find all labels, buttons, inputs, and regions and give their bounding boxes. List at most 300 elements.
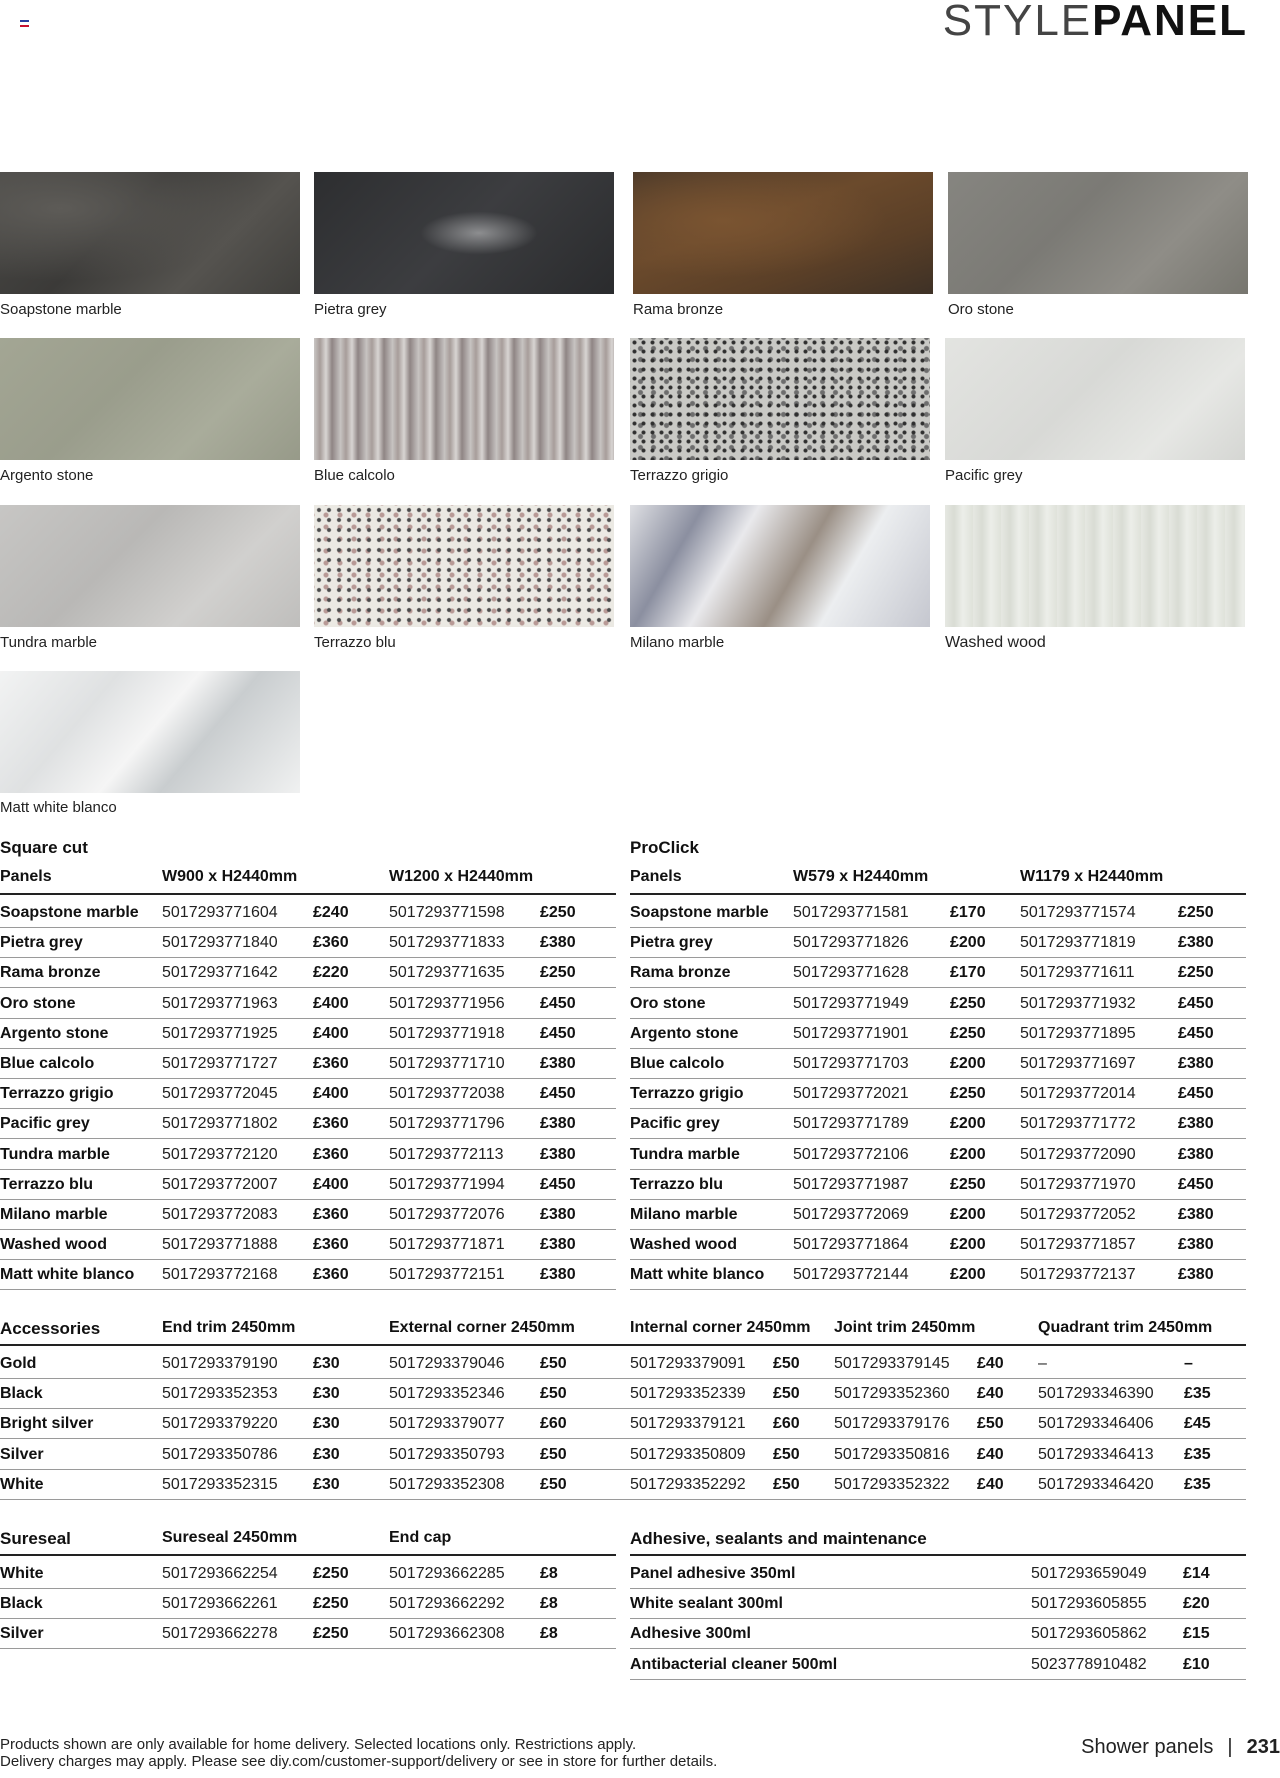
panel-name: Tundra marble — [0, 1145, 110, 1163]
price: £8 — [540, 1625, 558, 1643]
swatch-soapstone-marble — [0, 172, 300, 294]
square-cut-col-a: W900 x H2440mm — [162, 868, 298, 885]
table-row — [0, 1260, 616, 1290]
table-row — [630, 1140, 1246, 1170]
swatch-label: Washed wood — [945, 634, 1046, 651]
price: £50 — [540, 1445, 567, 1463]
swatch-label: Pietra grey — [314, 301, 387, 318]
price: £380 — [540, 1206, 576, 1223]
row-divider — [630, 1289, 1246, 1290]
swatch-tundra-marble — [0, 505, 300, 627]
price: £35 — [1184, 1475, 1211, 1493]
price: £220 — [313, 964, 349, 982]
table-row — [0, 1589, 616, 1619]
product-code: 5017293662278 — [162, 1625, 278, 1643]
swatch-washed-wood — [945, 505, 1245, 627]
panel-name: Milano marble — [630, 1206, 738, 1223]
table-row — [0, 1109, 616, 1139]
product-code: 5017293379145 — [834, 1355, 950, 1372]
product-code: 5017293771833 — [389, 934, 505, 952]
table-row — [630, 1109, 1246, 1139]
panel-name: Matt white blanco — [630, 1266, 765, 1284]
price: £380 — [540, 1236, 576, 1254]
price: £450 — [540, 1024, 576, 1042]
product-code: 5017293346390 — [1038, 1385, 1154, 1403]
product-code: 5017293771789 — [793, 1115, 909, 1133]
price: £50 — [540, 1475, 567, 1493]
panel-name: Pacific grey — [630, 1115, 720, 1133]
brand-light: STYLE — [942, 0, 1093, 45]
product-code: 5017293352315 — [162, 1475, 278, 1493]
product-code: 5017293771642 — [162, 964, 278, 982]
price: £30 — [313, 1415, 340, 1433]
adhesive-title: Adhesive, sealants and maintenance — [630, 1529, 927, 1548]
table-row — [630, 928, 1246, 958]
price: £200 — [950, 934, 986, 952]
swatch-label: Soapstone marble — [0, 301, 122, 318]
accessory-name: Bright silver — [0, 1415, 94, 1433]
table-row — [630, 958, 1246, 988]
price: £40 — [977, 1355, 1004, 1372]
page-number: 231 — [1246, 1736, 1280, 1758]
swatch-label: Argento stone — [0, 467, 94, 484]
footer-separator: | — [1227, 1736, 1233, 1758]
product-code: 5017293771611 — [1020, 964, 1135, 982]
product-name: White sealant 300ml — [630, 1595, 783, 1613]
table-row — [0, 1019, 616, 1049]
panel-name: Rama bronze — [630, 964, 731, 982]
accessories-header-rule — [0, 1344, 1246, 1346]
product-code: 5017293772069 — [793, 1206, 909, 1223]
price: £360 — [313, 1236, 349, 1254]
product-code: 5017293772052 — [1020, 1206, 1136, 1223]
proclick-col-a: W579 x H2440mm — [793, 868, 929, 885]
product-code: 5017293772076 — [389, 1206, 505, 1223]
price: £360 — [313, 1206, 349, 1223]
swatch-label: Terrazzo blu — [314, 634, 396, 651]
panel-name: Terrazzo blu — [0, 1175, 94, 1193]
product-code: – — [1038, 1355, 1047, 1372]
price: £450 — [1178, 1024, 1214, 1042]
product-code: 5017293771888 — [162, 1236, 278, 1254]
price: £400 — [313, 1085, 349, 1103]
product-code: 5023778910482 — [1031, 1655, 1147, 1673]
swatch-terrazzo-grigio — [630, 338, 930, 460]
table-row — [0, 928, 616, 958]
price: £50 — [773, 1475, 800, 1493]
accessories-col-int: Internal corner 2450mm — [630, 1319, 811, 1336]
table-row — [630, 1170, 1246, 1200]
price: £380 — [540, 1055, 576, 1072]
price: £250 — [950, 1085, 986, 1103]
product-code: 5017293772090 — [1020, 1145, 1136, 1163]
price: £400 — [313, 1024, 349, 1042]
price: £14 — [1183, 1565, 1210, 1582]
price: £8 — [540, 1595, 558, 1613]
product-code: 5017293771987 — [793, 1175, 909, 1193]
price: £360 — [313, 1266, 349, 1284]
table-row — [630, 1650, 1246, 1680]
price: £240 — [313, 904, 349, 921]
product-code: 5017293771994 — [389, 1175, 505, 1193]
panel-name: Argento stone — [630, 1024, 739, 1042]
swatch-argento-stone — [0, 338, 300, 460]
product-code: 5017293352339 — [630, 1385, 746, 1403]
panel-name: Silver — [0, 1625, 44, 1643]
panel-name: Pacific grey — [0, 1115, 90, 1133]
footer-page-info — [1081, 1736, 1280, 1759]
table-row — [0, 1619, 616, 1649]
price: £380 — [540, 1266, 576, 1284]
swatch-label: Rama bronze — [633, 301, 724, 318]
table-row — [0, 1079, 616, 1109]
price: £380 — [1178, 1145, 1214, 1163]
panel-name: Tundra marble — [630, 1145, 740, 1163]
product-code: 5017293772045 — [162, 1085, 278, 1103]
price: £380 — [1178, 934, 1214, 952]
panel-name: White — [0, 1565, 44, 1582]
table-row — [0, 1559, 616, 1589]
price: £450 — [540, 1175, 576, 1193]
proclick-title: ProClick — [630, 838, 699, 857]
swatch-label: Pacific grey — [945, 467, 1023, 484]
accessory-name: Silver — [0, 1445, 44, 1463]
product-code: 5017293352322 — [834, 1475, 950, 1493]
panel-name: Oro stone — [0, 994, 76, 1012]
table-row — [630, 1619, 1246, 1649]
table-row — [630, 1079, 1246, 1109]
panel-name: Milano marble — [0, 1206, 108, 1223]
sureseal-col-a: Sureseal 2450mm — [162, 1529, 298, 1546]
product-code: 5017293771703 — [793, 1055, 909, 1072]
accessories-col-quad: Quadrant trim 2450mm — [1038, 1319, 1213, 1336]
product-code: 5017293771826 — [793, 934, 909, 952]
panel-name: Terrazzo grigio — [0, 1085, 114, 1103]
price: £450 — [1178, 994, 1214, 1012]
price: £40 — [977, 1445, 1004, 1463]
product-code: 5017293771710 — [389, 1055, 505, 1072]
product-code: 5017293771819 — [1020, 934, 1136, 952]
product-code: 5017293379091 — [630, 1355, 746, 1372]
row-divider — [0, 1499, 1246, 1500]
sureseal-title: Sureseal — [0, 1529, 71, 1548]
product-code: 5017293350816 — [834, 1445, 950, 1463]
footer-section: Shower panels — [1081, 1736, 1214, 1758]
square-cut-col-b: W1200 x H2440mm — [389, 868, 534, 885]
price: £45 — [1184, 1415, 1211, 1433]
price: £35 — [1184, 1445, 1211, 1463]
product-name: Panel adhesive 350ml — [630, 1565, 796, 1582]
row-divider — [0, 1648, 616, 1649]
price: £450 — [1178, 1085, 1214, 1103]
price: £8 — [540, 1565, 558, 1582]
accessories-title: Accessories — [0, 1319, 101, 1338]
table-row — [0, 1170, 616, 1200]
product-code: 5017293771895 — [1020, 1024, 1136, 1042]
price: £60 — [540, 1415, 567, 1433]
price: £360 — [313, 1055, 349, 1072]
product-code: 5017293771956 — [389, 994, 505, 1012]
price: £50 — [773, 1355, 800, 1372]
price: £250 — [540, 904, 576, 921]
price: £380 — [1178, 1055, 1214, 1072]
table-row — [630, 989, 1246, 1019]
row-divider — [630, 1679, 1246, 1680]
price: £250 — [313, 1565, 349, 1582]
table-row — [0, 1200, 616, 1230]
product-code: 5017293772151 — [389, 1266, 505, 1284]
price: £40 — [977, 1385, 1004, 1403]
price: £250 — [313, 1595, 349, 1613]
table-row — [630, 1019, 1246, 1049]
product-code: 5017293771697 — [1020, 1055, 1136, 1072]
swatch-milano-marble — [630, 505, 930, 627]
product-code: 5017293771802 — [162, 1115, 278, 1133]
swatch-label: Matt white blanco — [0, 799, 117, 816]
panel-name: Oro stone — [630, 994, 706, 1012]
product-code: 5017293772168 — [162, 1266, 278, 1284]
product-code: 5017293662261 — [162, 1595, 278, 1613]
panel-name: Blue calcolo — [630, 1055, 725, 1072]
price: £30 — [313, 1475, 340, 1493]
product-code: 5017293772113 — [389, 1145, 504, 1163]
price: £200 — [950, 1236, 986, 1254]
table-row — [0, 1049, 616, 1079]
product-code: 5017293771772 — [1020, 1115, 1136, 1133]
price: £380 — [540, 934, 576, 952]
swatch-matt-white-blanco — [0, 671, 300, 793]
product-code: 5017293350793 — [389, 1445, 505, 1463]
product-code: 5017293605855 — [1031, 1595, 1147, 1613]
accessory-name: White — [0, 1475, 44, 1493]
product-name: Adhesive 300ml — [630, 1625, 751, 1643]
price: £250 — [950, 1175, 986, 1193]
price: £360 — [313, 1115, 349, 1133]
panel-name: Terrazzo blu — [630, 1175, 724, 1193]
table-row — [0, 989, 616, 1019]
price: £200 — [950, 1266, 986, 1284]
product-code: 5017293352360 — [834, 1385, 950, 1403]
price: £10 — [1183, 1655, 1210, 1673]
price: £40 — [977, 1475, 1004, 1493]
product-code: 5017293659049 — [1031, 1565, 1147, 1582]
price: £200 — [950, 1206, 986, 1223]
table-row — [0, 1409, 1246, 1439]
swatch-pietra-grey — [314, 172, 614, 294]
panel-name: Matt white blanco — [0, 1266, 135, 1284]
panel-name: Pietra grey — [0, 934, 83, 952]
swatch-blue-calcolo — [314, 338, 614, 460]
product-code: 5017293771628 — [793, 964, 909, 982]
product-code: 5017293346406 — [1038, 1415, 1154, 1433]
panel-name: Washed wood — [630, 1236, 737, 1254]
footer-note — [0, 1736, 717, 1770]
price: £250 — [1178, 904, 1214, 921]
product-code: 5017293771901 — [793, 1024, 909, 1042]
price: £250 — [540, 964, 576, 982]
price: £200 — [950, 1055, 986, 1072]
table-row — [0, 1440, 1246, 1470]
price: £20 — [1183, 1595, 1210, 1613]
table-row — [630, 898, 1246, 928]
table-row — [630, 1559, 1246, 1589]
swatch-label: Terrazzo grigio — [630, 467, 729, 484]
price: £380 — [1178, 1266, 1214, 1284]
panel-name: Soapstone marble — [630, 904, 769, 921]
product-code: 5017293772106 — [793, 1145, 909, 1163]
price: £450 — [540, 1085, 576, 1103]
product-code: 5017293379220 — [162, 1415, 278, 1433]
product-code: 5017293772120 — [162, 1145, 278, 1163]
product-code: 5017293379176 — [834, 1415, 950, 1433]
product-code: 5017293379190 — [162, 1355, 278, 1372]
product-code: 5017293662285 — [389, 1565, 505, 1582]
product-code: 5017293771598 — [389, 904, 505, 921]
table-row — [630, 1049, 1246, 1079]
panel-name: Argento stone — [0, 1024, 109, 1042]
product-code: 5017293771857 — [1020, 1236, 1136, 1254]
price: £380 — [1178, 1206, 1214, 1223]
square-cut-title: Square cut — [0, 838, 88, 857]
price: £30 — [313, 1445, 340, 1463]
accessories-col-joint: Joint trim 2450mm — [834, 1319, 976, 1336]
price: £380 — [1178, 1236, 1214, 1254]
product-code: 5017293346420 — [1038, 1475, 1154, 1493]
price: £35 — [1184, 1385, 1211, 1403]
product-code: 5017293772038 — [389, 1085, 505, 1103]
panel-name: Rama bronze — [0, 964, 101, 982]
flag-stripe — [20, 25, 29, 27]
table-row — [630, 1589, 1246, 1619]
swatch-label: Blue calcolo — [314, 467, 395, 484]
price: £400 — [313, 994, 349, 1012]
swatch-rama-bronze — [633, 172, 933, 294]
accessory-name: Black — [0, 1385, 43, 1403]
product-code: 5017293771581 — [793, 904, 909, 921]
price: £15 — [1183, 1625, 1210, 1643]
product-code: 5017293772083 — [162, 1206, 278, 1223]
price: £360 — [313, 1145, 349, 1163]
swatch-label: Milano marble — [630, 634, 725, 651]
price: £30 — [313, 1355, 340, 1372]
product-code: 5017293379077 — [389, 1415, 505, 1433]
product-code: 5017293771864 — [793, 1236, 909, 1254]
table-row — [630, 1200, 1246, 1230]
proclick-col-panels: Panels — [630, 868, 682, 885]
product-code: 5017293352353 — [162, 1385, 278, 1403]
product-code: 5017293771840 — [162, 934, 278, 952]
uk-flag-icon — [20, 20, 29, 27]
table-row — [0, 1140, 616, 1170]
product-code: 5017293350809 — [630, 1445, 746, 1463]
product-code: 5017293772021 — [793, 1085, 909, 1103]
price: £200 — [950, 1115, 986, 1133]
product-code: 5017293772144 — [793, 1266, 909, 1284]
proclick-header-rule — [630, 893, 1246, 895]
price: £400 — [313, 1175, 349, 1193]
product-code: 5017293771970 — [1020, 1175, 1136, 1193]
square-cut-header-rule — [0, 893, 616, 895]
price: £450 — [1178, 1175, 1214, 1193]
price: £450 — [540, 994, 576, 1012]
price: £30 — [313, 1385, 340, 1403]
price: £380 — [540, 1115, 576, 1133]
product-code: 5017293771963 — [162, 994, 278, 1012]
price: £170 — [950, 964, 986, 982]
product-code: 5017293771635 — [389, 964, 505, 982]
swatch-oro-stone — [948, 172, 1248, 294]
price: £60 — [773, 1415, 800, 1433]
brand-bold: PANEL — [1092, 0, 1248, 45]
price: £250 — [950, 994, 986, 1012]
price: £50 — [773, 1385, 800, 1403]
swatch-label: Tundra marble — [0, 634, 97, 651]
product-code: 5017293346413 — [1038, 1445, 1154, 1463]
square-cut-col-panels: Panels — [0, 868, 52, 885]
product-name: Antibacterial cleaner 500ml — [630, 1655, 838, 1673]
price: £50 — [540, 1385, 567, 1403]
accessories-col-end: End trim 2450mm — [162, 1319, 296, 1336]
product-code: 5017293771727 — [162, 1055, 278, 1072]
price: £380 — [1178, 1115, 1214, 1133]
table-row — [630, 1260, 1246, 1290]
product-code: 5017293662308 — [389, 1625, 505, 1643]
panel-name: Washed wood — [0, 1236, 107, 1254]
panel-name: Blue calcolo — [0, 1055, 95, 1072]
product-code: 5017293771574 — [1020, 904, 1136, 921]
sureseal-header-rule — [0, 1554, 616, 1556]
price: £50 — [977, 1415, 1004, 1433]
panel-name: Black — [0, 1595, 43, 1613]
product-code: 5017293771918 — [389, 1024, 505, 1042]
price: £380 — [540, 1145, 576, 1163]
price: – — [1184, 1355, 1193, 1372]
sureseal-col-b: End cap — [389, 1529, 452, 1546]
product-code: 5017293662254 — [162, 1565, 278, 1582]
adhesive-header-rule — [630, 1554, 1246, 1556]
table-row — [0, 898, 616, 928]
product-code: 5017293771871 — [389, 1236, 505, 1254]
product-code: 5017293771932 — [1020, 994, 1136, 1012]
product-code: 5017293771604 — [162, 904, 278, 921]
table-row — [0, 1470, 1246, 1500]
table-row — [0, 958, 616, 988]
proclick-col-b: W1179 x H2440mm — [1020, 868, 1164, 885]
panel-name: Terrazzo grigio — [630, 1085, 744, 1103]
accessory-name: Gold — [0, 1355, 37, 1372]
price: £250 — [950, 1024, 986, 1042]
product-code: 5017293771925 — [162, 1024, 278, 1042]
product-code: 5017293352346 — [389, 1385, 505, 1403]
product-code: 5017293772014 — [1020, 1085, 1136, 1103]
row-divider — [0, 1289, 616, 1290]
swatch-label: Oro stone — [948, 301, 1014, 318]
footer-note-line1: Products shown are only available for home delivery. Selected locations only. Restrictions apply. — [0, 1736, 637, 1753]
product-code: 5017293662292 — [389, 1595, 505, 1613]
price: £360 — [313, 934, 349, 952]
product-code: 5017293379121 — [630, 1415, 746, 1433]
swatch-pacific-grey — [945, 338, 1245, 460]
price: £250 — [1178, 964, 1214, 982]
product-code: 5017293772137 — [1020, 1266, 1136, 1284]
table-row — [0, 1349, 1246, 1379]
price: £200 — [950, 1145, 986, 1163]
product-code: 5017293771796 — [389, 1115, 505, 1133]
product-code: 5017293605862 — [1031, 1625, 1147, 1643]
swatch-terrazzo-blu — [314, 505, 614, 627]
panel-name: Pietra grey — [630, 934, 713, 952]
table-row — [0, 1230, 616, 1260]
